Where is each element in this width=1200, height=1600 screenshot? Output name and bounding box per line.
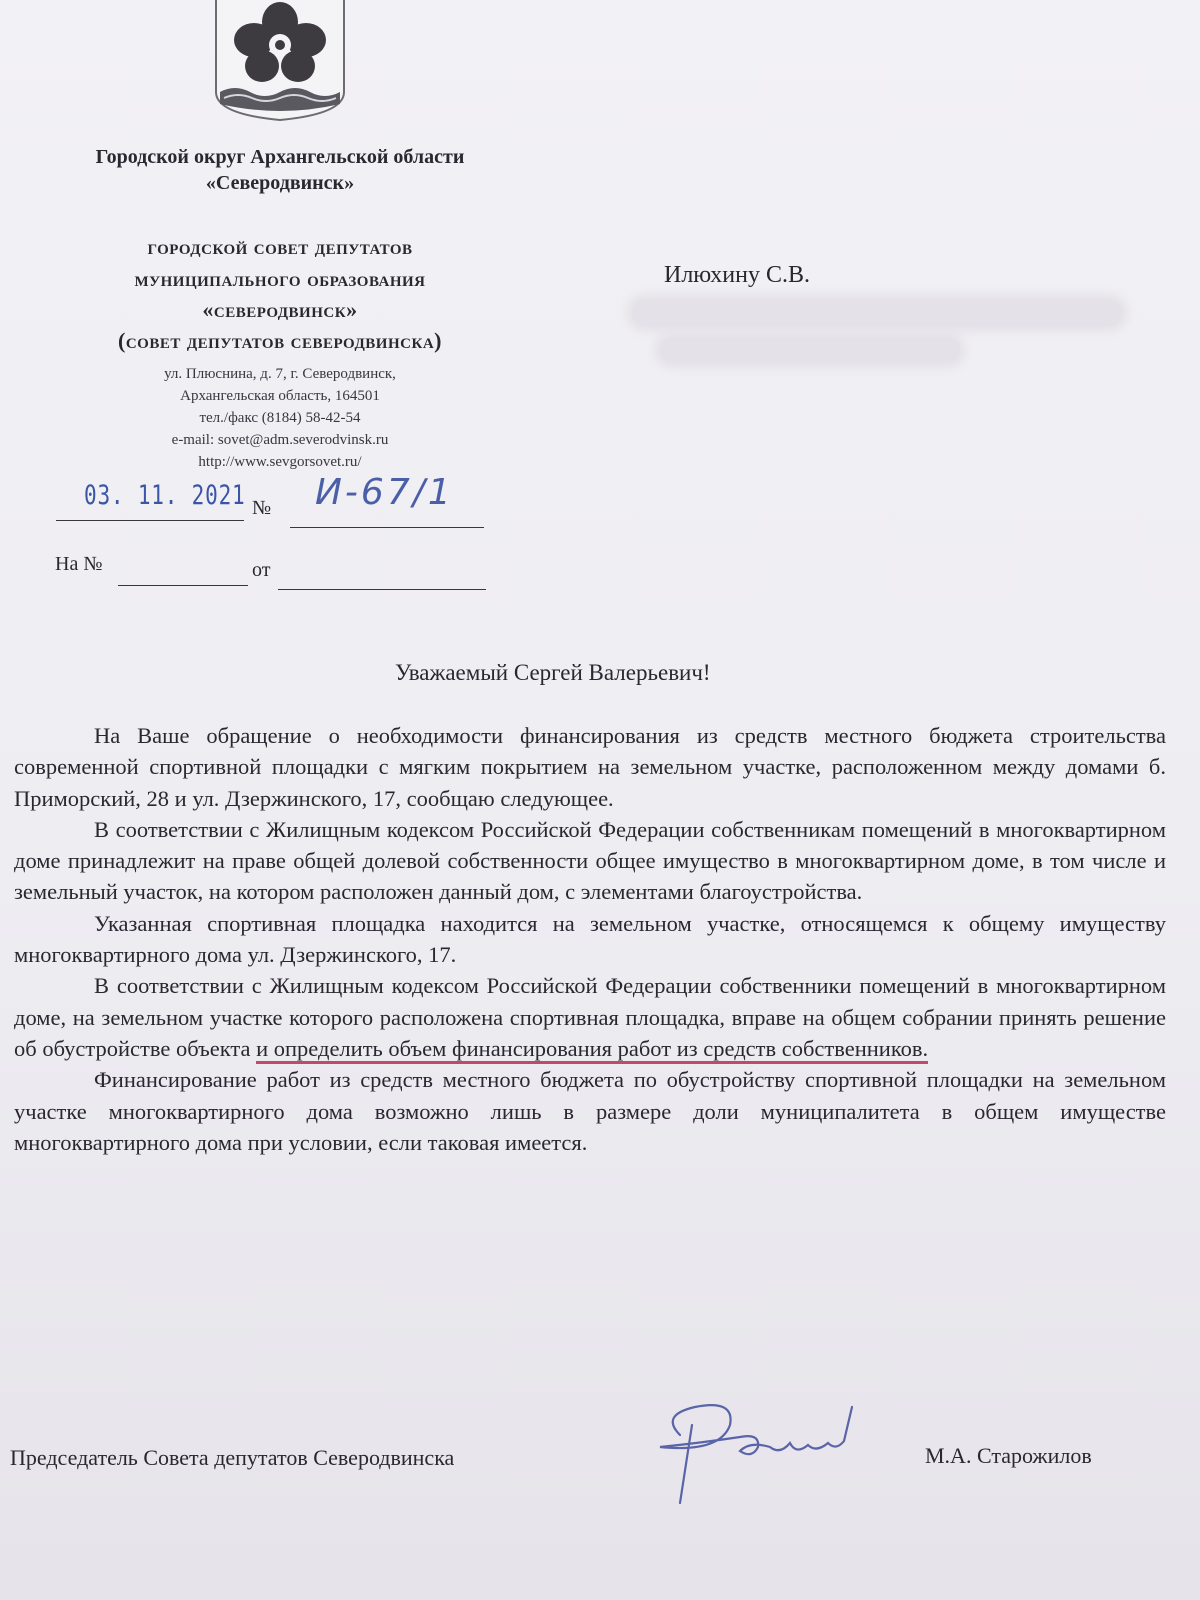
from-line	[278, 589, 486, 590]
council-line-3: «северодвинск»	[202, 297, 358, 322]
council-line-1: городской совет депутатов	[147, 234, 413, 259]
org-name-line-1: Городской округ Архангельской области	[95, 146, 465, 168]
address-street: ул. Плюснина, д. 7, г. Северодвинск,	[164, 366, 396, 382]
handwritten-signature	[640, 1385, 880, 1515]
council-line-4: (совет депутатов северодвинска)	[118, 328, 442, 353]
coat-of-arms-icon	[210, 0, 350, 122]
salutation: Уважаемый Сергей Валерьевич!	[395, 660, 711, 685]
date-line	[56, 520, 244, 521]
paragraph-request: На Ваше обращение о необходимости финансирования из средств местного бюджета строительства современной спортивной площадки с мягким покрытием на земельном участке, расположенном между домами б. Приморский, 28 и ул. Дзержинского, 17, сообщаю следующее.	[14, 723, 1166, 811]
paragraph-financing: Финансирование работ из средств местного бюджета по обустройству спортивной площадки на земельном участке многоквартирного дома возможно лишь в размере доли муниципалитета в общем имуществе многоквартирного дома при условии, если таковая имеется.	[14, 1067, 1166, 1155]
address-region: Архангельская область, 164501	[180, 388, 380, 404]
registration-number: И-67/1	[315, 472, 454, 513]
number-label: №	[252, 497, 272, 519]
signatory-title: Председатель Совета депутатов Северодвинска	[10, 1445, 455, 1470]
from-label: от	[252, 559, 271, 581]
underlined-phrase: и определить объем финансирования работ из средств собственников.	[256, 1036, 928, 1064]
addressee-name: Илюхину С.В.	[664, 262, 811, 288]
signatory-name: М.А. Старожилов	[925, 1443, 1092, 1468]
date-stamp: 03. 11. 2021	[84, 480, 246, 511]
paragraph-housing-code: В соответствии с Жилищным кодексом Российской Федерации собственникам помещений в многоквартирном доме принадлежит на праве общей долевой собственности общее имущество в многоквартирном доме, в том числе и земельный участок, на котором расположен данный дом, с элементами благоустройства.	[14, 816, 1166, 905]
redacted-address-line-2	[660, 338, 960, 362]
paragraph-owners-decision	[14, 970, 1166, 1064]
reference-line	[118, 585, 248, 586]
paragraph-site-location: Указанная спортивная площадка находится на земельном участке, относящемся к общему имуществу многоквартирного дома ул. Дзержинского, 17.	[14, 910, 1166, 968]
address-phone: тел./факс (8184) 58-42-54	[199, 410, 361, 426]
redacted-address-line-1	[632, 300, 1122, 326]
council-line-2: муниципального образования	[134, 266, 426, 291]
paragraph-owners-decision-text: В соответствии с Жилищным кодексом Российской Федерации собственники помещений в многоквартирном доме, на земельном участке которого расположена спортивная площадка, вправе на общем собрании принять решение об обустройстве объекта	[14, 973, 1166, 1061]
number-line	[290, 527, 484, 528]
address-email: e-mail: sovet@adm.severodvinsk.ru	[171, 432, 389, 448]
letter-body	[14, 720, 1166, 1158]
org-name-line-2: «Северодвинск»	[205, 172, 355, 194]
reference-label: На №	[55, 553, 103, 575]
address-website: http://www.sevgorsovet.ru/	[198, 454, 362, 470]
